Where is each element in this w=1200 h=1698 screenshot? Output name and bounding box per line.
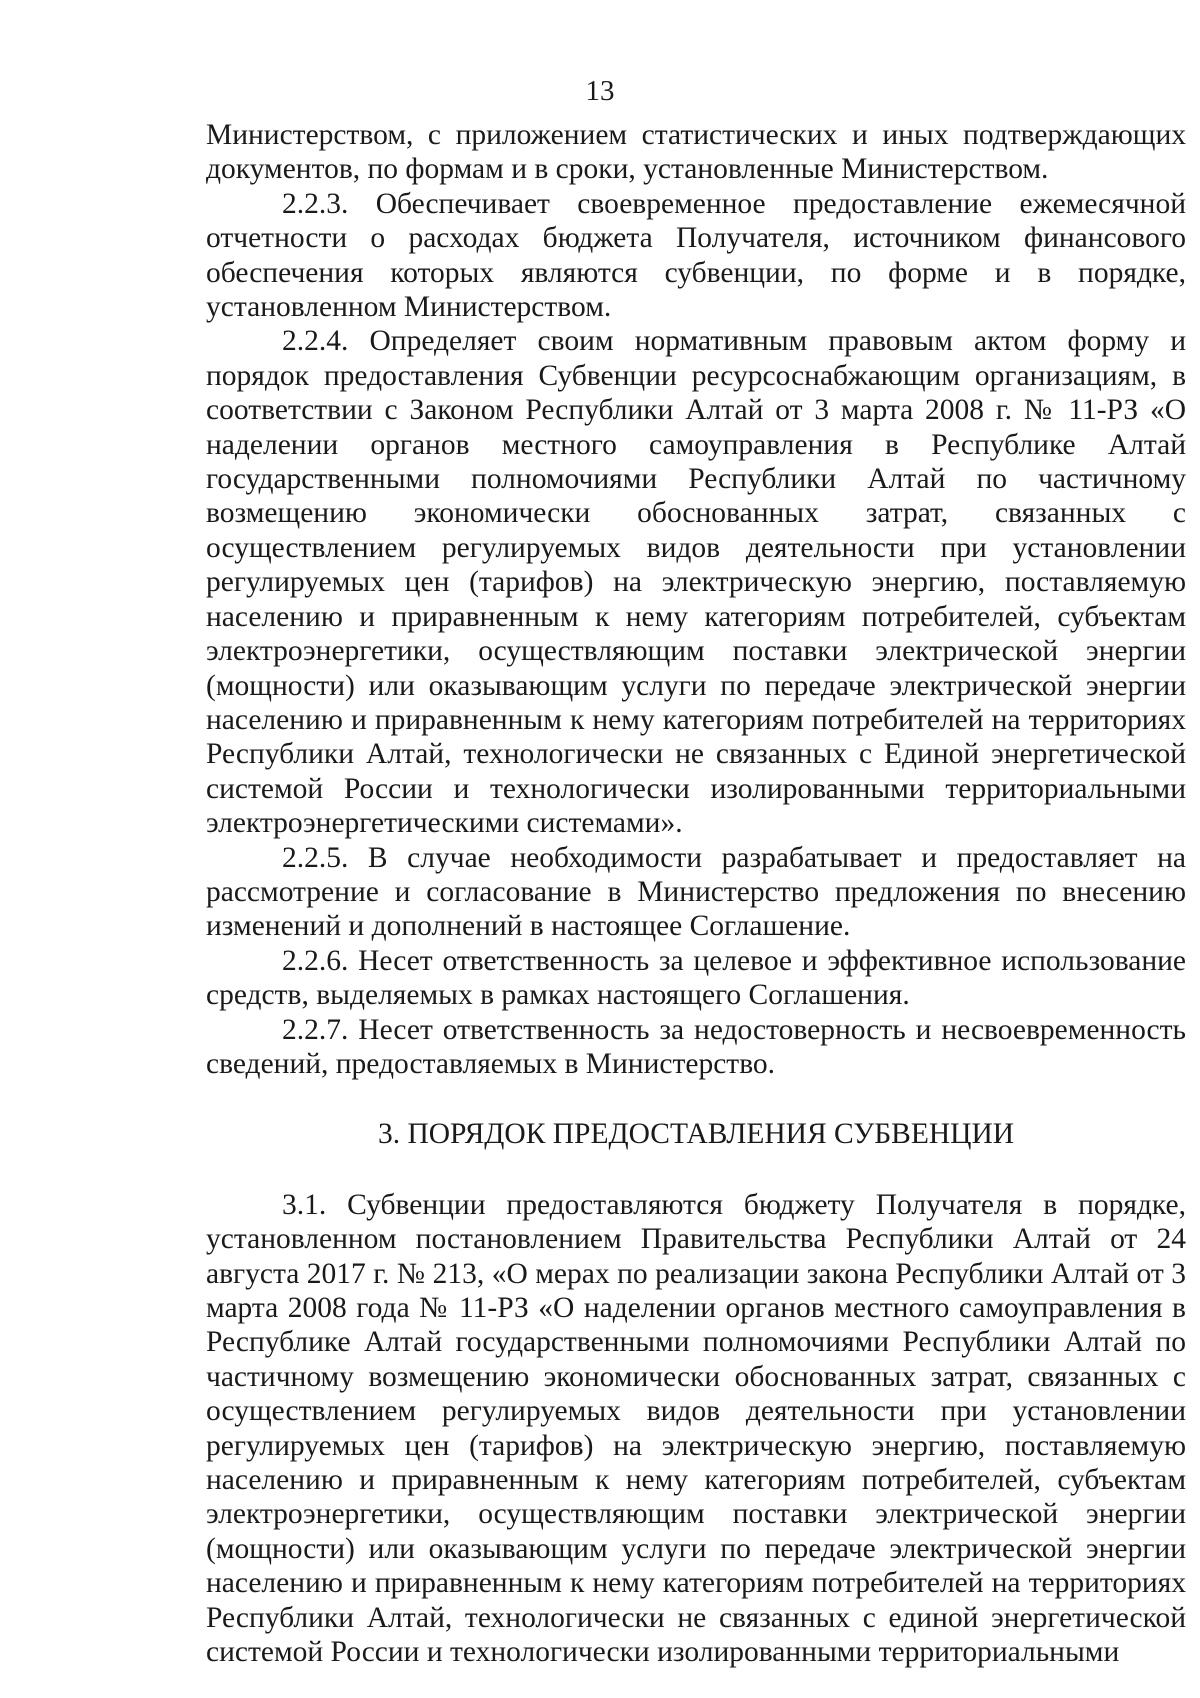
page-number: 13 [585,75,615,107]
document-body [206,118,1186,1669]
paragraph-continuation: Министерством, с приложением статистических и иных подтверждающих документов, по формам и в сроки, установленные Министерством. [206,119,1186,186]
section-heading: 3. ПОРЯДОК ПРЕДОСТАВЛЕНИЯ СУБВЕНЦИИ [377,1118,1015,1151]
paragraph-2-2-5: 2.2.5. В случае необходимости разрабатывает и предоставляет на рассмотрение и согласование в Министерство предложения по внесению изменений и дополнений в настоящее Соглашение. [206,841,1186,943]
paragraph-2-2-4: 2.2.4. Определяет своим нормативным правовым актом форму и порядок предоставления Субвенции ресурсоснабжающим организациям, в соответствии с Законом Республики Алтай от 3 марта 2008 г. № 11-РЗ «О наделении органов местного самоуправления в Республике Алтай государственными полномочиями Республики Алтай по частичному возмещению экономически обоснованных затрат, связанных с осуществлением регулируемых видов деятельности при установлении регулируемых цен (тарифов) на электрическую энергию, поставляемую населению и приравненным к нему категориям потребителей, субъектам электроэнергетики, осуществляющим поставки электрической энергии (мощности) или оказывающим услуги по передаче электрической энергии населению и приравненным к нему категориям потребителей на территориях Республики Алтай, технологически не связанных с Единой энергетической системой России и технологически изолированными территориальными электроэнергетическими системами». [206,325,1186,840]
paragraph-2-2-6: 2.2.6. Несет ответственность за целевое и эффективное использование средств, выделяемых в рамках настоящего Соглашения. [206,944,1186,1012]
paragraph-2-2-3: 2.2.3. Обеспечивает своевременное предоставление ежемесячной отчетности о расходах бюджета Получателя, источником финансового обеспечения которых являются субвенции, по форме и в порядке, установленном Министерством. [206,187,1186,324]
paragraph-3-1: 3.1. Субвенции предоставляются бюджету Получателя в порядке, установленном постановлением Правительства Республики Алтай от 24 августа 2017 г. № 213, «О мерах по реализации закона Республики Алтай от 3 марта 2008 года № 11-РЗ «О наделении органов местного самоуправления в Республике Алтай государственными полномочиями Республики Алтай по частичному возмещению экономически обоснованных затрат, связанных с осуществлением регулируемых видов деятельности при установлении регулируемых цен (тарифов) на электрическую энергию, поставляемую населению и приравненным к нему категориям потребителей, субъектам электроэнергетики, осуществляющим поставки электрической энергии (мощности) или оказывающим услуги по передаче электрической энергии населению и приравненным к нему категориям потребителей на территориях Республики Алтай, технологически не связанных с единой энергетической системой России и технологически изолированными территориальными [206,1188,1186,1669]
paragraph-2-2-7: 2.2.7. Несет ответственность за недостоверность и несвоевременность сведений, предоставляемых в Министерство. [206,1013,1186,1080]
